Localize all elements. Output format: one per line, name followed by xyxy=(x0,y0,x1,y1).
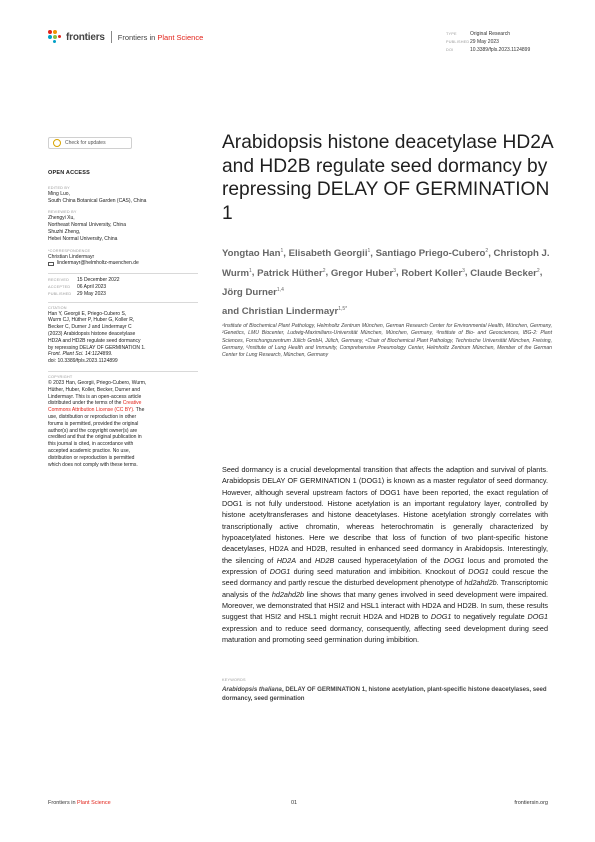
keyword-run: Arabidopsis thaliana xyxy=(222,686,282,693)
citation: CITATION Han Y, Georgii E, Priego-Cubero S, Wurm CJ, Hüther P, Huber G, Koller R, Becker C, Durner J and Lindermayr C (2023) Arabidopsis histone deacetylase HD2A and HD2B regulate seed dormancy by repressing DELAY OF GERMINATION 1. Front. Plant Sci. 14:1124899. doi: 10.3389/fpls.2023.1124899 xyxy=(48,305,146,365)
page-number: 01 xyxy=(291,800,298,806)
published-date: 29 May 2023 xyxy=(470,39,499,45)
author[interactable]: Santiago Priego-Cubero$^2$ xyxy=(375,248,489,260)
doi-link[interactable]: 10.3389/fpls.2023.1124899 xyxy=(470,47,531,53)
open-access-label: OPEN ACCESS xyxy=(48,170,91,176)
footer-journal[interactable]: Frontiers in Plant Science xyxy=(48,800,111,806)
author[interactable]: Elisabeth Georgii$^1$ xyxy=(288,248,371,260)
abstract-run: during seed maturation and imbibition. Knockout of xyxy=(290,567,469,577)
keywords-section xyxy=(222,678,548,703)
article-meta: TYPE Original Research PUBLISHED 29 May 2023 DOI 10.3389/fpls.2023.1124899 xyxy=(446,31,531,53)
abstract-run: DOG1 xyxy=(443,555,465,565)
abstract-run: expression and to reduce seed dormancy, consequently, affecting seed development during seed maturation and promoting seed germination during imbibition. xyxy=(222,623,548,645)
abstract-run: hd2ahd2b xyxy=(464,578,497,588)
abstract-run: DOG1 xyxy=(527,612,548,622)
author[interactable]: Claude Becker$^2$ xyxy=(470,267,540,279)
abstract-run: DOG1 xyxy=(468,567,489,577)
keywords xyxy=(222,685,548,703)
abstract-run: and xyxy=(296,555,316,565)
correspondence: *CORRESPONDENCE Christian Lindermayr lindermayr@helmholtz-muenchen.de xyxy=(48,248,139,267)
frontiers-logo-icon xyxy=(48,30,62,44)
author[interactable]: Jörg Durner$^{1,4}$ xyxy=(222,286,284,298)
abstract-run: line shows that many genes involved in seed development were impaired. Moreover, we demonstrated that HSI2 and HSL1 interact with HD2A and HD2B. In sum, these results suggest that HSI2 and HSL1 might recruit HD2A and HD2B to xyxy=(222,589,548,622)
abstract-run: HD2A xyxy=(276,555,297,565)
article-type: Original Research xyxy=(470,31,511,37)
keyword-run: , DELAY OF GERMINATION 1, histone acetylation, plant-specific histone deacetylases, seed dormancy, seed germination xyxy=(222,686,547,702)
author[interactable]: Gregor Huber$^3$ xyxy=(330,267,396,279)
abstract-run: . Transcriptomic analysis of the xyxy=(222,578,548,599)
author-list: Yongtao Han$^1$, Elisabeth Georgii$^1$, Santiago Priego-Cubero$^2$, Christoph J. Wurm$^1$, Patrick Hüther$^2$, Gregor Huber$^3$, Robert Koller$^3$, Claude Becker$^2$, Jörg Durner$^{1,4}$ and Christian Lindermayr$^{1,5*}$ xyxy=(222,248,550,318)
reviewed-by: REVIEWED BY Zhengyi Xu, Northeast Normal University, China Shuzhi Zheng, Hebei Normal University, China xyxy=(48,210,126,242)
article-title: Arabidopsis histone deacetylase HD2A and HD2B regulate seed dormancy by repressing DELAY OF GERMINATION 1 xyxy=(222,132,553,224)
abstract-run: could rescue the seed dormancy and partly rescue the disturbed development phenotype of xyxy=(222,567,548,588)
keywords-label: KEYWORDS xyxy=(222,678,246,682)
author[interactable]: Christian Lindermayr$^{1,5*}$ xyxy=(241,306,348,318)
abstract-run: caused hyperacetylation of the xyxy=(334,555,444,565)
abstract-run: DOG1 xyxy=(430,612,452,622)
license-link[interactable]: Creative xyxy=(122,400,142,407)
abstract-run: locus and promoted the expression of xyxy=(222,555,548,577)
page-footer xyxy=(48,800,548,810)
author[interactable]: Robert Koller$^3$ xyxy=(401,267,465,279)
journal-name[interactable]: Frontiers in Plant Science xyxy=(117,32,204,42)
mail-icon xyxy=(48,262,54,266)
article-sidebar xyxy=(48,170,198,474)
abstract-run: HD2B xyxy=(315,555,335,565)
footer-site-link[interactable]: frontiersin.org xyxy=(514,800,548,806)
abstract xyxy=(222,464,548,646)
edited-by: EDITED BY Ming Luo, South China Botanical Garden (CAS), China xyxy=(48,185,147,204)
dates-block: RECEIVED 15 December 2022 ACCEPTED 06 April 2023 PUBLISHED 29 May 2023 xyxy=(48,277,120,297)
header-separator xyxy=(111,31,112,43)
affiliations: ¹Institute of Biochemical Plant Pathology, Helmholtz Zentrum München, German Research Center for Environmental Health, München, Germany, ²Genetics, LMU Biocenter, Ludwig-Maximilians-Universität München, München, Germany, ³Institute of Bio- and Geosciences, IBG-2: Plant Sciences, Forschungszentrum Jülich GmbH, Jülich, Germany, ⁴Chair of Biochemical Plant Pathology, Technische Universität München, Freising, Germany, ⁵Institute of Lung Health and Immunity, Comprehensive Pneumology Center, Helmholtz Zentrum München, Member of the German Center for Lung Research, München, Germany xyxy=(222,323,552,359)
author[interactable]: Patrick Hüther$^2$ xyxy=(257,267,326,279)
author[interactable]: Yongtao Han$^1$ xyxy=(222,248,284,260)
abstract-run: Seed dormancy is a crucial developmental transition that affects the adaption and survival of plants. Arabidopsis DELAY OF GERMINATION 1 (DOG1) is known as a master regulator of seed dormancy. However, although several upstream factors of DOG1 have been reported, the exact regulation of DOG1 is not fully understood. Histone acetylation is an important regulatory layer, controlled by histone acetyltransferases and histone deacetylases. Histone acetylation strongly correlates with transcriptionally active chromatin, whereas heterochromatin is generally characterized by hypoacetylated histones. Here we describe that loss of function of two plant-specific histone deacetylases, HD2A and HD2B, resulted in enhanced seed dormancy in Arabidopsis. Interestingly, the silencing of xyxy=(222,465,548,565)
correspondence-email[interactable]: lindermayr@helmholtz-muenchen.de xyxy=(57,260,139,267)
author[interactable]: Christoph J. Wurm$^1$ xyxy=(222,248,550,279)
abstract-run: hd2ahd2b xyxy=(271,589,305,599)
license-link-cont[interactable]: Commons Attribution License (CC BY). xyxy=(48,407,135,414)
check-for-updates-button[interactable]: Check for updates xyxy=(48,137,132,149)
logo-text: frontiers xyxy=(66,31,105,43)
page-header xyxy=(48,28,548,53)
updates-icon xyxy=(53,139,61,147)
copyright: COPYRIGHT © 2023 Han, Georgii, Priego-Cubero, Wurm, Hüther, Huber, Koller, Becker, Durner and Lindermayr. This is an open-access article distributed under the terms of the Creative Commons Attribution License (CC BY). The use, distribution or reproduction in other forums is permitted, provided the original author(s) and the copyright owner(s) are credited and that the original publication in this journal is cited, in accordance with accepted academic practice. No use, distribution or reproduction is permitted which does not comply with these terms. xyxy=(48,374,147,468)
abstract-run: to negatively regulate xyxy=(451,612,528,622)
frontiers-logo[interactable] xyxy=(48,30,203,44)
abstract-run: DOG1 xyxy=(269,567,291,577)
